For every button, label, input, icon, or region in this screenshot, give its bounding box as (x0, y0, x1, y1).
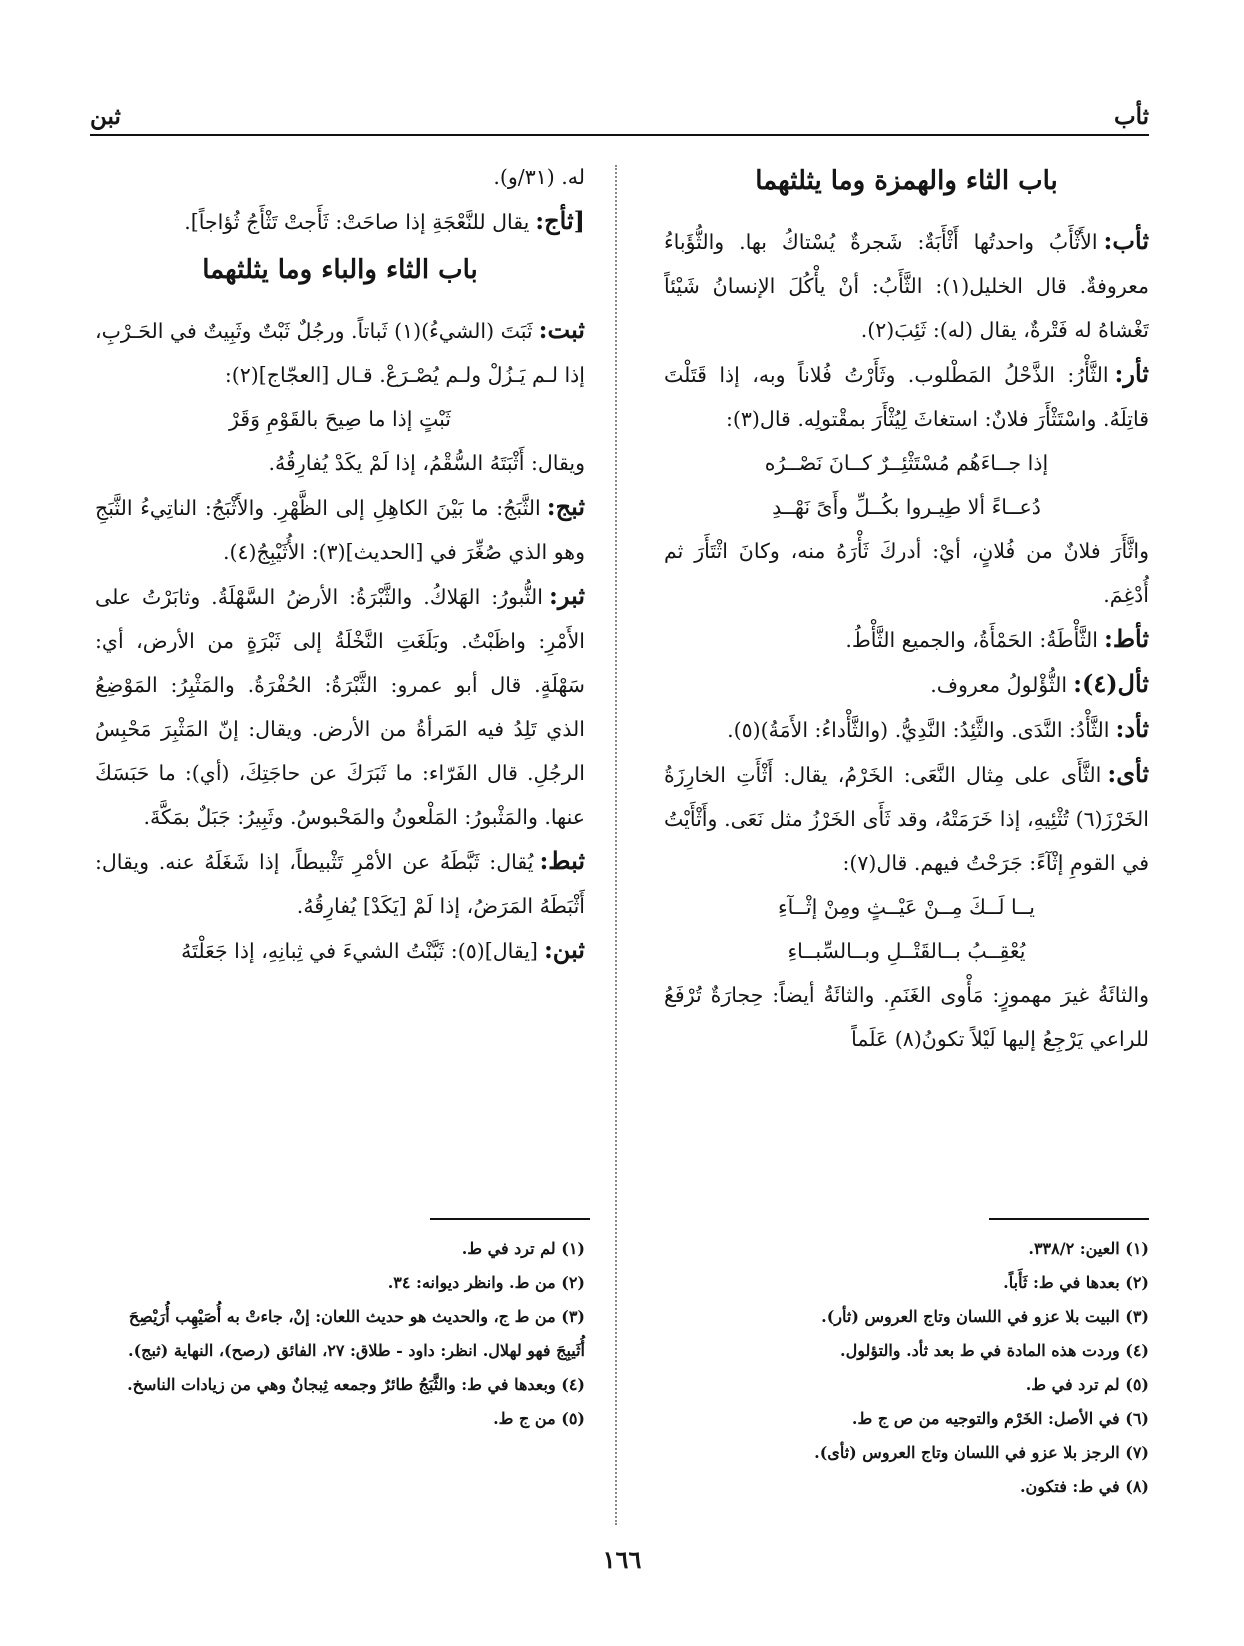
dictionary-entry (664, 352, 1149, 441)
left-top-line: له. (٣١/و). (493, 165, 585, 189)
entry-headword: ثأل(٤): (1073, 669, 1149, 698)
footnote: (١) العين: ٣٣٨/٢. (1028, 1239, 1149, 1258)
dictionary-entry (95, 485, 585, 574)
column-divider (615, 165, 617, 1525)
entry-headword: ثبت: (538, 315, 585, 344)
section-heading-left: باب الثاء والباء وما يثلثهما (202, 255, 478, 285)
header-left-word: ثبن (90, 103, 121, 130)
verse-line: إذا جــاءَهُم مُسْتَثْئِــرٌ كــانَ نَصْــرُه (764, 451, 1049, 475)
running-header (90, 100, 1149, 136)
dictionary-entry (664, 752, 1149, 885)
footnote: (٧) الرجز بلا عزو في اللسان وتاج العروس (ثأى). (814, 1443, 1149, 1462)
entry-headword: ثأط: (1103, 624, 1149, 653)
entry-headword: ثبط: (539, 846, 585, 875)
left-entries (95, 308, 585, 397)
footnote: (٢) من ط. وانظر ديوانه: ٣٤. (387, 1273, 585, 1292)
footnote: (٥) لم ترد في ط. (1025, 1375, 1149, 1394)
footnote-rule-right (989, 1218, 1149, 1220)
footnote: (٤) وبعدها في ط: والثَّبَجُ طائرٌ وجمعه ثِبجانٌ وهي من زيادات الناسخ. (127, 1375, 585, 1394)
section-heading-right: باب الثاء والهمزة وما يثلثهما (755, 166, 1058, 196)
verse-line: دُعــاءً ألا طِيـروا بكُــلِّ وأَىً نَهْــدِ (772, 495, 1041, 519)
right-entries-3 (664, 973, 1149, 1061)
left-verse (95, 397, 585, 441)
footnote: (٢) بعدها في ط: ثَأَباً. (1003, 1273, 1149, 1292)
footnote-rule-left (430, 1218, 590, 1220)
footnote: (٦) في الأصل: الخَرْم والتوجيه من ص ج ط. (851, 1409, 1149, 1428)
dictionary-entry (95, 928, 585, 973)
entry-headword: ثبر: (548, 581, 585, 610)
entry-text: واثَّأَرَ فلانٌ من فُلانٍ، أيْ: أدركَ ثَأْرَهُ منه، وكانَ اثْتَأَرَ ثم أُدْغِمَ. (664, 539, 1149, 607)
entry-headword: ثبج: (546, 492, 585, 521)
entry-text: يقال للنَّعْجَةِ إذا صاحَتْ: ثَأَجتْ تَثْأَجُ ثُؤاجاً]. (184, 210, 530, 234)
entry-text: الثُّؤْلولُ معروف. (930, 673, 1068, 697)
dictionary-entry (664, 529, 1149, 617)
right-verse-2 (664, 885, 1149, 973)
footnote: (٣) البيت بلا عزو في اللسان وتاج العروس (ثأر). (821, 1307, 1149, 1326)
footnote: (٤) وردت هذه المادة في ط بعد ثأد. والتؤلول. (840, 1341, 1149, 1360)
header-right-word: ثأب (1113, 103, 1149, 130)
entry-text: والثائَةُ غيرَ مهموزٍ: مَأْوى الغَنَمِ. والثائَةُ أيضاً: حِجارَةٌ تُرْفَعُ للراعي يَرْجِعُ إليها لَيْلاً تكونُ(٨) عَلَماً (664, 983, 1149, 1051)
verse-line: ثَبْتٍ إذا ما صِيحَ بالقَوْمِ وَقَرْ (228, 407, 452, 431)
entry-text: الثَّأْرُ: الذَّحْلُ المَطْلوب. وثَأَرْتُ فُلاناً وبه، إذا قَتَلْتَ قاتِلَهُ. واسْتَثْأَرَ فلانٌ: استغاثَ لِيُثْأَرَ بمقْتولِه. قال(٣): (664, 363, 1149, 431)
dictionary-entry (664, 617, 1149, 662)
dictionary-entry (664, 662, 1149, 707)
entry-headword: ثأى: (1107, 759, 1149, 788)
entry-headword: [ثأج: (535, 206, 585, 235)
entry-text: [يقال](٥): ثَبَّنْتُ الشيءَ في ثِبانِهِ، إذا جَعَلْتَهُ (181, 939, 538, 963)
right-entries (664, 219, 1149, 441)
right-entries-2 (664, 529, 1149, 885)
left-entries-2 (95, 441, 585, 973)
dictionary-entry (95, 441, 585, 485)
footnote: (٨) في ط: فتكون. (1019, 1477, 1149, 1496)
dictionary-entry (664, 973, 1149, 1061)
left-column (95, 155, 585, 1210)
footnote: (٥) من ج ط. (493, 1409, 585, 1428)
verse-line: يُعْقِــبُ بــالقَتْــلِ وبــالسِّبــاءِ (787, 939, 1026, 963)
page-number: ١٦٦ (602, 1545, 642, 1574)
entry-headword: ثأد: (1115, 714, 1149, 743)
entry-headword: ثأر: (1114, 359, 1149, 388)
entry-text: الثُّبورُ: الهَلاكُ. والثَّبْرَةُ: الأرضُ السَّهْلَةُ. وثابَرْتُ على الأَمْرِ: واظَبْتُ. وبَلَغَتِ النَّخْلَةُ إلى ثَبْرَةٍ من الأرض، أي: سَهْلَةٍ. قال أبو عمرو: الثَّبْرَةُ: الحُفْرَةُ. والمَثْبِرُ: المَوْضِعُ الذي تَلِدُ فيه المَرأةُ من الأرض. ويقال: إنّ المَثْبِرَ مَحْبِسُ الرجُلِ. قال الفَرّاء: ما ثَبَرَكَ عن حاجَتِكَ، (أي): ما حَبَسَكَ عنها. والمَثْبورُ: المَلْعونُ والمَحْبوسُ. وثَبِيرُ: جَبَلٌ بمَكَّةَ. (95, 585, 585, 829)
dictionary-entry (664, 707, 1149, 752)
verse-line: يــا لَــكَ مِــنْ عَيْــثٍ ومِنْ إثْــآءِ (777, 895, 1036, 919)
entry-text: الثَّبَجُ: ما بَيْنَ الكاهِلِ إلى الظَّهْرِ. والأَثْبَجُ: الناتِيءُ الثَّبَجِ وهو الذي صُغِّرَ في [الحديث](٣): الأُثَيْبِجُ(٤). (95, 496, 585, 564)
dictionary-entry (95, 839, 585, 928)
entry-text: الثَّأْدُ: النَّدَى. والثَّئِدُ: النَّدِيُّ. (والثَّأْداءُ: الأَمَةُ)(٥). (727, 718, 1110, 742)
right-column (664, 155, 1149, 1210)
entry-text: يُقال: ثَبَّطَهُ عن الأمْرِ تَثْبيطاً، إذا شَغَلَهُ عنه. ويقال: أَثْبَطَهُ المَرَضُ، إذا لَمْ [يَكَدْ] يُفارِقُهُ. (95, 850, 585, 918)
dictionary-entry (664, 219, 1149, 352)
entry-text: الثَّأْطَةُ: الحَمْأَةُ، والجميع الثَّأْطُ. (845, 628, 1098, 652)
footnotes-right (664, 1232, 1149, 1504)
footnotes-left (95, 1232, 585, 1436)
dictionary-entry (95, 574, 585, 839)
entry-text: ويقال: أَثْبَتَهُ السُّقْمُ، إذا لَمْ يكَدْ يُفارِقُهُ. (268, 451, 585, 475)
footnote: (٣) من ط ج، والحديث هو حديث اللعان: إنْ، جاءتْ به أُصَيْهِب أُرَيْصِحَ أُثَيبِجَ فهو لهلال. انظر: داود - طلاق: ٢٧، الفائق (رصح)، النهاية (ثبج). (128, 1307, 585, 1360)
dictionary-entry (95, 308, 585, 397)
right-verse (664, 441, 1149, 529)
entry-headword: ثبن: (543, 935, 585, 964)
entry-text: ثَبَتَ (الشيءُ)(١) ثَباتاً. ورجُلٌ ثَبْتٌ وثَبِيتٌ في الحَـرْبِ، إذا لـم يَـزُلْ ولـم يُصْـرَعْ. قـال [العجّاج](٢): (95, 319, 585, 387)
entry-text: الثَّأَى على مِثال النَّعَى: الخَرْمُ، يقال: أَثْأَتِ الخارِزَةُ الخَرْزَ(٦) تُثْئِيهِ، إذا خَرَمَتْهُ، وقد ثَأَى الخَرْزُ مثل نَعَى. وأَثْأَيْتُ في القومِ إثْآءً: جَرَحْتُ فيهم. قال(٧): (664, 763, 1149, 875)
entry-headword: ثأب: (1103, 226, 1149, 255)
dictionary-entry (95, 199, 585, 244)
footnote: (١) لم ترد في ط. (461, 1239, 585, 1258)
left-entries-top (95, 199, 585, 244)
entry-text: الأَثْأَبُ واحدتُها أَثْأَبَةٌ: شَجرةٌ يُسْتاكُ بها. والثُّؤَباءُ معروفةٌ. قال الخليل(١): الثَّأَبُ: أنْ يأْكُلَ الإنسانُ شَيْئاً تَغْشاهُ له فَتْرةٌ، يقال (له): ثَئِبَ(٢). (664, 230, 1149, 342)
